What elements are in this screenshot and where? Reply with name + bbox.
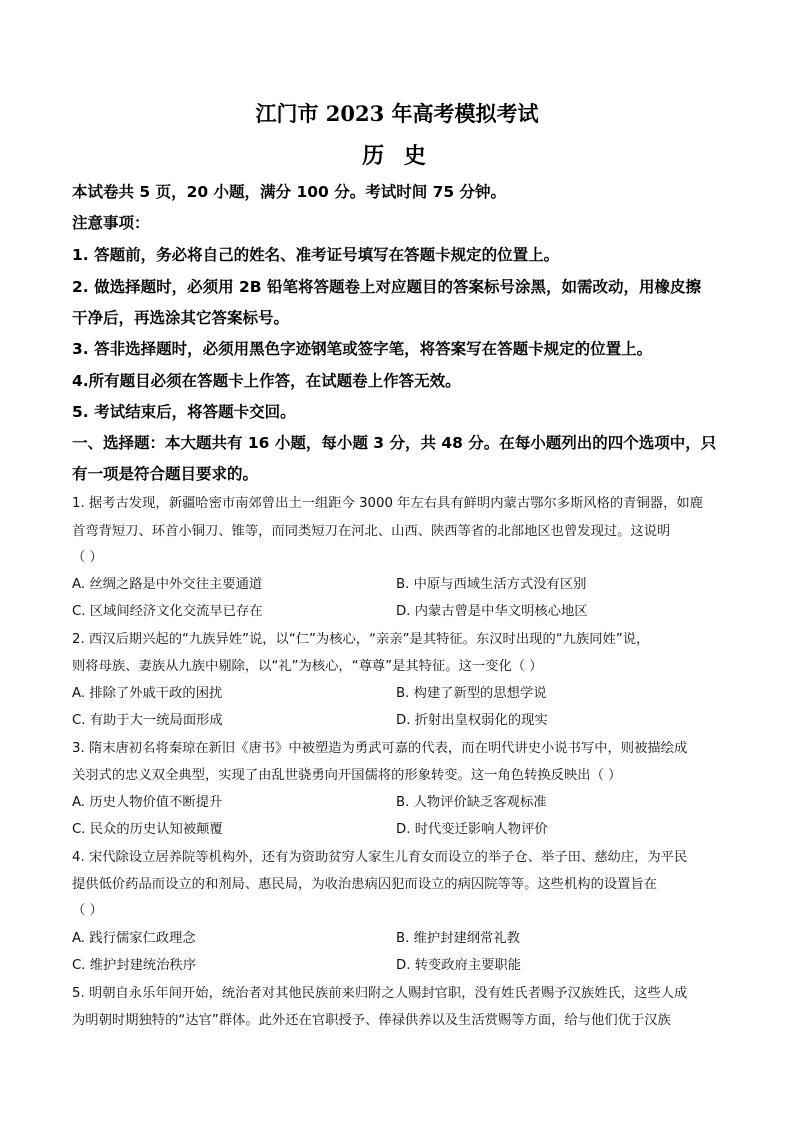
question-3-stem: 3. 隋末唐初名将秦琼在新旧《唐书》中被塑造为勇武可嘉的代表，而在明代讲史小说书写中，则被描绘成 — [72, 741, 688, 756]
question-2-option-d: D. 折射出皇权弱化的现实 — [396, 713, 548, 728]
question-4-blank: （ ） — [72, 903, 103, 918]
exam-title: 江门市 2023 年高考模拟考试 — [255, 101, 539, 126]
question-1-stem: 首弯背短刀、环首小铜刀、锥等，而同类短刀在河北、山西、陕西等省的北部地区也曾发现过。这说明 — [72, 524, 671, 539]
question-3-stem: 关羽式的忠义双全典型，实现了由乱世骁勇向开国儒将的形象转变。这一角色转换反映出（ ） — [72, 768, 622, 783]
section-heading: 一、选择题：本大题共有 16 小题，每小题 3 分，共 48 分。在每小题列出的四个选项中，只 — [72, 434, 717, 452]
question-2-stem: 则将母族、妻族从九族中剔除，以“礼”为核心，“尊尊”是其特征。这一变化（ ） — [72, 659, 543, 674]
question-3-option-c: C. 民众的历史认知被颠覆 — [72, 822, 223, 837]
question-2-stem: 2. 西汉后期兴起的“九族异姓”说，以“仁”为核心，“亲亲”是其特征。东汉时出现的“九族同姓”说， — [72, 632, 650, 647]
question-1-option-a: A. 丝绸之路是中外交往主要通道 — [72, 577, 263, 592]
question-4-option-b: B. 维护封建纲常礼教 — [396, 931, 520, 946]
question-2-option-c: C. 有助于大一统局面形成 — [72, 713, 223, 728]
notice-line: 3. 答非选择题时，必须用黑色字迹钢笔或签字笔，将答案写在答题卡规定的位置上。 — [72, 340, 653, 358]
question-1-option-c: C. 区域间经济文化交流早已存在 — [72, 604, 263, 619]
question-3-option-a: A. 历史人物价值不断提升 — [72, 795, 223, 810]
question-5-stem: 5. 明朝自永乐年间开始，统治者对其他民族前来归附之人赐封官职，没有姓氏者赐予汉族姓氏，这些人成 — [72, 986, 688, 1001]
question-1-blank: （ ） — [72, 550, 103, 565]
question-4-option-d: D. 转变政府主要职能 — [396, 958, 522, 973]
question-3-option-d: D. 时代变迁影响人物评价 — [396, 822, 548, 837]
notice-line: 4.所有题目必须在答题卡上作答，在试题卷上作答无效。 — [72, 372, 461, 390]
question-2-option-b: B. 构建了新型的思想学说 — [396, 686, 547, 701]
question-2-option-a: A. 排除了外戚干政的困扰 — [72, 686, 223, 701]
question-1-option-d: D. 内蒙古曾是中华文明核心地区 — [396, 604, 588, 619]
exam-summary: 本试卷共 5 页，20 小题，满分 100 分。考试时间 75 分钟。 — [72, 183, 507, 201]
section-heading: 有一项是符合题目要求的。 — [72, 465, 259, 483]
subject-title: 历 史 — [362, 143, 432, 169]
question-5-stem: 为明朝时期独特的“达官”群体。此外还在官职授予、俸禄供养以及生活赏赐等方面，给与他们优于汉族 — [72, 1013, 671, 1028]
notice-heading: 注意事项： — [72, 214, 150, 232]
question-1-stem: 1. 据考古发现，新疆哈密市南郊曾出土一组距今 3000 年左右具有鲜明内蒙古鄂尔多斯风格的青铜器，如鹿 — [72, 496, 703, 511]
notice-line: 2. 做选择题时，必须用 2B 铅笔将答题卷上对应题目的答案标号涂黑，如需改动，用橡皮擦 — [72, 278, 701, 296]
question-3-option-b: B. 人物评价缺乏客观标准 — [396, 795, 547, 810]
question-4-option-a: A. 践行儒家仁政理念 — [72, 931, 196, 946]
question-1-option-b: B. 中原与西域生活方式没有区别 — [396, 577, 587, 592]
question-4-stem: 提供低价药品而设立的和剂局、惠民局，为收治患病囚犯而设立的病囚院等等。这些机构的设置旨在 — [72, 877, 658, 892]
notice-line: 5. 考试结束后，将答题卡交回。 — [72, 403, 296, 421]
notice-line: 干净后，再选涂其它答案标号。 — [72, 309, 290, 327]
question-4-option-c: C. 维护封建统治秩序 — [72, 958, 197, 973]
notice-line: 1. 答题前，务必将自己的姓名、准考证号填写在答题卡规定的位置上。 — [72, 246, 560, 264]
question-4-stem: 4. 宋代除设立居养院等机构外，还有为资助贫穷人家生儿育女而设立的举子仓、举子田、慈幼庄，为平民 — [72, 850, 688, 865]
